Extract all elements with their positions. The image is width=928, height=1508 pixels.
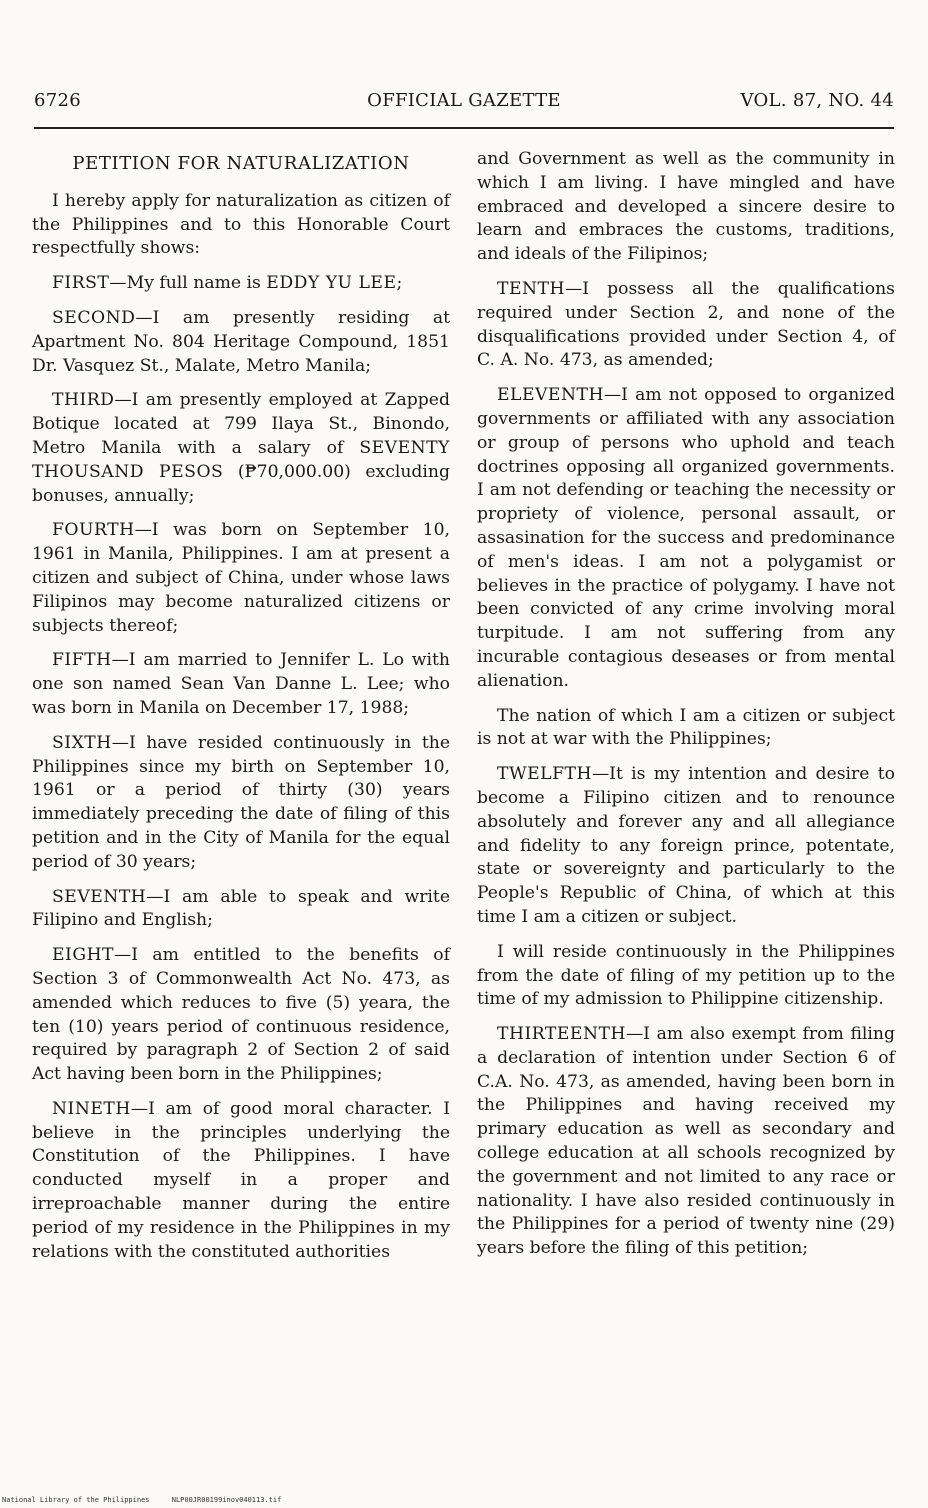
paragraph-fourth: FOURTH—I was born on September 10, 1961 in Manila, Philippines. I am at present a citizen and subject of China, under whose laws Filipinos may become naturalized citizens or subjects thereof;	[32, 520, 450, 636]
page-header	[34, 90, 894, 120]
paragraph-nineth-continued: and Government as well as the community in which I am living. I have mingled and have embraced and developed a sincere desire to learn and embraces the customs, traditions, and ideals of the Filipinos;	[477, 149, 895, 265]
paragraph-third: THIRD—I am presently employed at Zapped Botique located at 799 Ilaya St., Binondo, Metro Manila with a salary of SEVENTY THOUSAND PESOS (₱70,000.00) excluding bonuses, annually;	[32, 390, 451, 506]
right-column	[477, 148, 895, 1272]
paragraph-label: FIRST	[52, 273, 110, 294]
paragraph-eleventh: ELEVENTH—I am not opposed to organized governments or affiliated with any association or group of persons who uphold and teach doctrines opposing all organized governments. I am not defending or teaching the necessity or propriety of violence, personal assault, or assasination for the success and predominance of men's ideas. I am not a polygamist or believes in the practice of polygamy. I have not been convicted of any crime involving moral turpitude. I am not suffering from any incurable contagious deseases or from mental alienation.	[477, 385, 895, 691]
paragraph-label: TWELFTH	[497, 764, 592, 785]
paragraph-label: THIRTEENTH	[497, 1024, 626, 1045]
paragraph-label: SECOND	[52, 307, 136, 328]
petition-heading: PETITION FOR NATURALIZATION	[72, 153, 410, 174]
petitioner-name: EDDY YU LEE	[266, 273, 397, 294]
volume-number: VOL. 87, NO. 44	[740, 90, 894, 111]
paragraph-fifth: FIFTH—I am married to Jennifer L. Lo with one son named Sean Van Danne L. Lee; who was born in Manila on December 17, 1988;	[32, 650, 450, 718]
left-column	[32, 148, 450, 1275]
paragraph-eleventh-extra: The nation of which I am a citizen or subject is not at war with the Philippines;	[477, 705, 895, 750]
paragraph-sixth: SIXTH—I have resided continuously in the Philippines since my birth on September 10, 1961 or a period of thirty (30) years immediately preceding the date of filing of this petition and in the City of Manila for the equal period of 30 years;	[32, 732, 450, 872]
paragraph-label: FIFTH	[52, 650, 112, 671]
paragraph-label: ELEVENTH	[497, 385, 604, 406]
library-credit: National Library of the Philippines	[2, 1496, 150, 1504]
paragraph-label: THIRD	[52, 390, 115, 411]
paragraph-eight: EIGHT—I am entitled to the benefits of Section 3 of Commonwealth Act No. 473, as amended which reduces to five (5) yeara, the ten (10) years period of continuous residence, required by paragraph 2 of Section 2 of said Act having been born in the Philippines;	[32, 945, 450, 1085]
header-rule	[34, 127, 894, 129]
paragraph-label: EIGHT	[52, 945, 115, 966]
paragraph-label: SEVENTH	[52, 886, 147, 907]
salary-words: SEVENTY THOUSAND PESOS	[32, 437, 450, 482]
paragraph-label: TENTH	[497, 278, 566, 299]
paragraph-label: SIXTH	[52, 732, 112, 753]
scan-footer	[2, 1496, 299, 1504]
paragraph-twelfth: TWELFTH—It is my intention and desire to become a Filipino citizen and to renounce absolutely and forever any and all allegiance and fidelity to any foreign prince, potentate, state or sovereignty and particularly to the People's Republic of China, of which at this time I am a citizen or subject.	[477, 764, 895, 927]
paragraph-second: SECOND—I am presently residing at Apartment No. 804 Heritage Compound, 1851 Dr. Vasquez St., Malate, Metro Manila;	[32, 307, 450, 376]
paragraph-twelfth-extra: I will reside continuously in the Philippines from the date of filing of my petition up to the time of my admission to Philippine citizenship.	[477, 941, 895, 1010]
publication-title: OFFICIAL GAZETTE	[367, 90, 561, 111]
paragraph-label: NINETH	[52, 1098, 131, 1119]
paragraph-nineth: NINETH—I am of good moral character. I believe in the principles underlying the Constitution of the Philippines. I have conducted myself in a proper and irreproachable manner during the entire period of my residence in the Philippines in my relations with the constituted authorities	[32, 1098, 450, 1262]
paragraph-first: FIRST—My full name is EDDY YU LEE;	[52, 273, 403, 294]
paragraph-tenth: TENTH—I possess all the qualifications required under Section 2, and none of the disqualifications provided under Section 4, of C. A. No. 473, as amended;	[477, 278, 895, 371]
paragraph-thirteenth: THIRTEENTH—I am also exempt from filing a declaration of intention under Section 6 of C.A. No. 473, as amended, having been born in the Philippines and having received my primary education as well as secondary and college education at all schools recognized by the government and not limited to any race or nationality. I have also resided continuously in the Philippines for a period of twenty nine (29) years before the filing of this petition;	[477, 1024, 895, 1259]
petition-intro: I hereby apply for naturalization as citizen of the Philippines and to this Honorable Court respectfully shows:	[32, 190, 450, 259]
scan-filename: NLP00JR00199inov040113.tif	[171, 1496, 282, 1504]
paragraph-label: FOURTH	[52, 520, 135, 541]
paragraph-seventh: SEVENTH—I am able to speak and write Filipino and English;	[32, 886, 450, 931]
page-number: 6726	[34, 90, 82, 111]
